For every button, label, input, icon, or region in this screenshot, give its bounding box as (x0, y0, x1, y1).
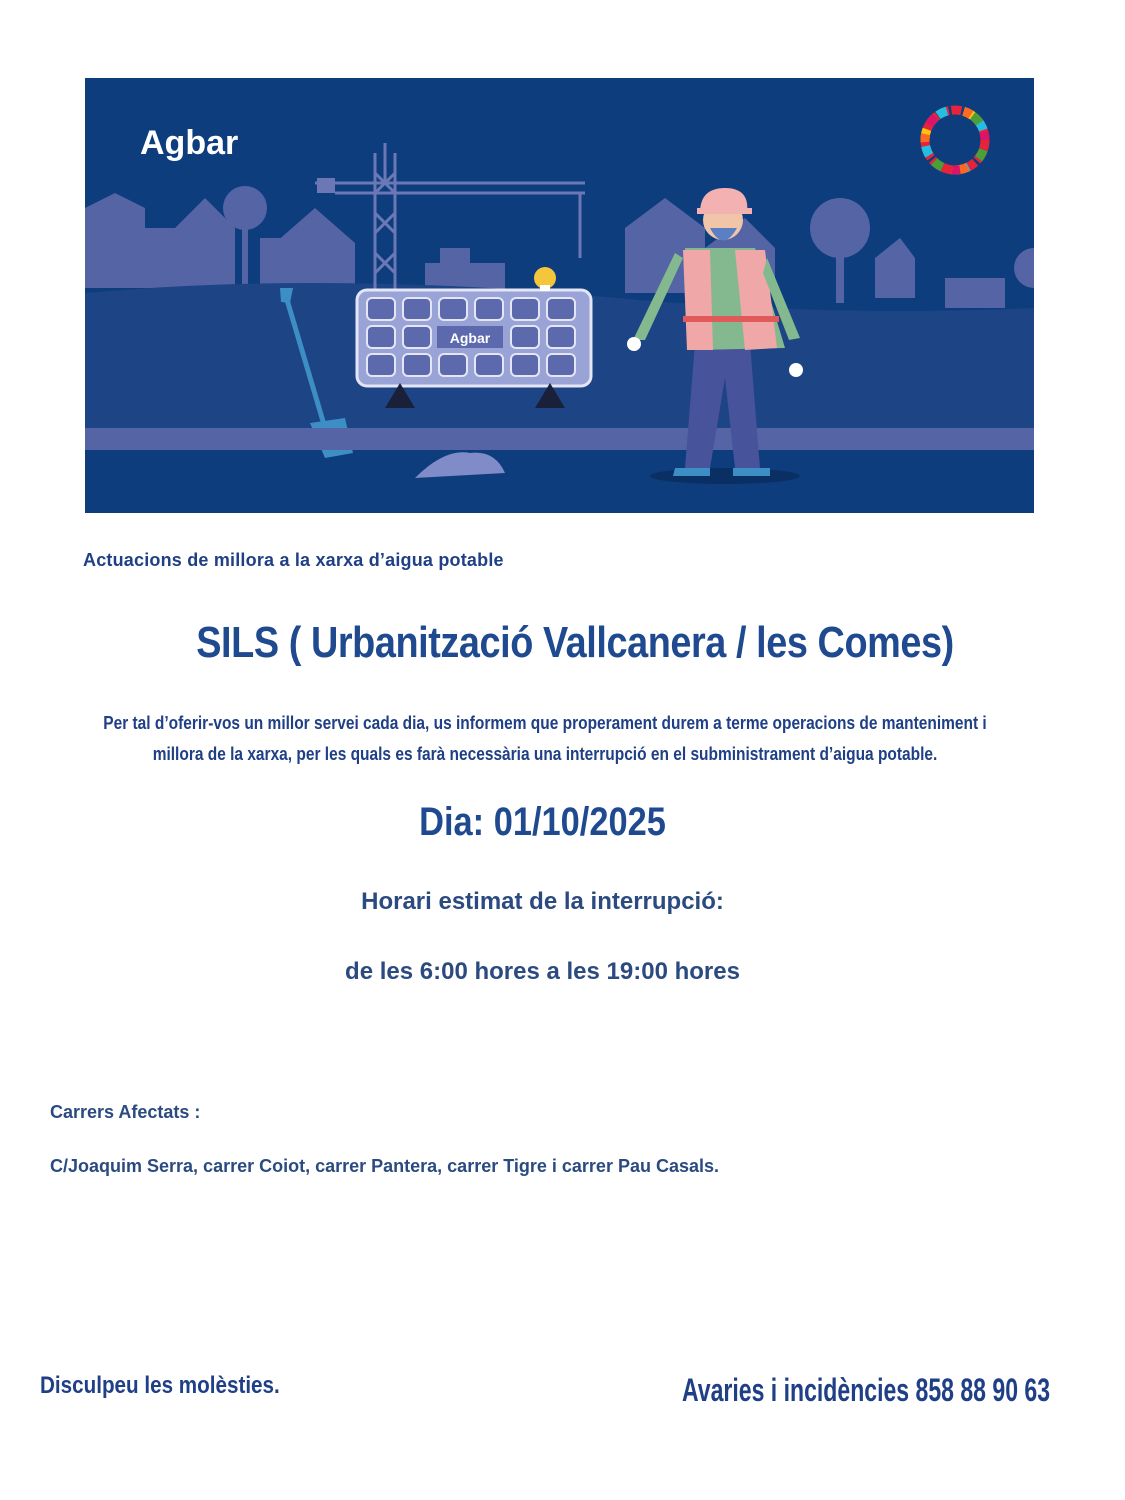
notice-intro: Per tal d’oferir-vos un millor servei cada dia, us informem que properament durem a terme operacions de manteniment i millora de la xarxa, per les quals es farà necessària una interrupció en el subministrament d’aigua potable. (103, 713, 987, 764)
schedule-time: de les 6:00 hores a les 19:00 hores (345, 958, 740, 985)
fence-logo: Agbar (449, 330, 491, 346)
notice-subtitle: Actuacions de millora a la xarxa d’aigua potable (83, 550, 504, 570)
header-banner-illustration (85, 78, 1034, 513)
interruption-date: Dia: 01/10/2025 (419, 800, 666, 844)
apology-text: Disculpeu les molèsties. (40, 1372, 280, 1399)
agbar-logo: Agbar (140, 124, 239, 162)
incident-phone: Avaries i incidències 858 88 90 63 (682, 1372, 1051, 1408)
notice-title: SILS ( Urbanització Vallcanera / les Comes) (196, 618, 954, 667)
schedule-label: Horari estimat de la interrupció: (361, 888, 724, 915)
affected-streets-label: Carrers Afectats : (50, 1102, 201, 1122)
affected-streets-list: C/Joaquim Serra, carrer Coiot, carrer Pantera, carrer Tigre i carrer Pau Casals. (50, 1156, 720, 1176)
